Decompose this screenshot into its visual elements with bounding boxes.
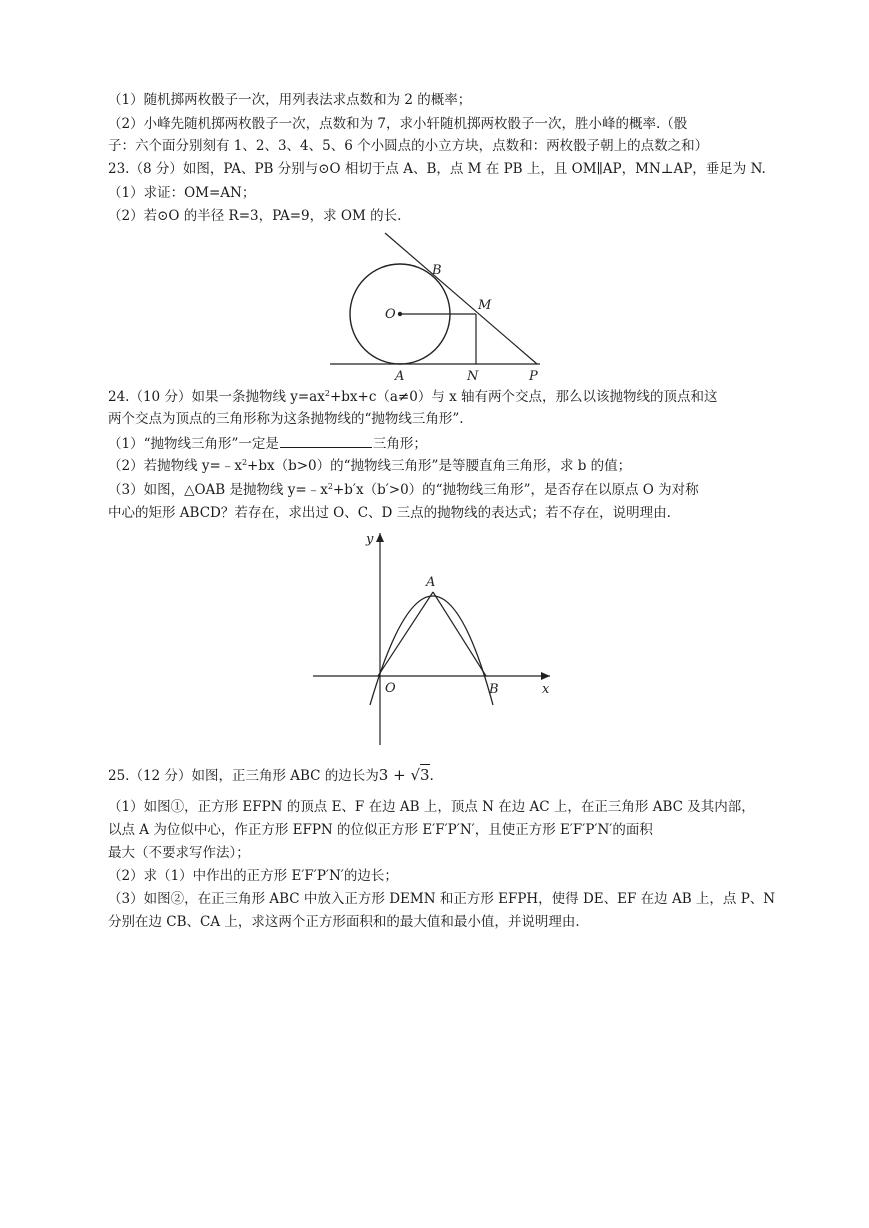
- label-o: O: [385, 307, 396, 322]
- label-y: y: [366, 532, 374, 547]
- q24-part3-line1: （3）如图，△OAB 是抛物线 $y=﹣x^2+b'x(b'>0)$的“抛物线三角形”，是否存在以原点 O 为对称: [108, 482, 699, 498]
- q22-part1: （1）随机掷两枚骰子一次，用列表法求点数和为 2 的概率；: [108, 92, 472, 108]
- q25-part1-line2: 以点 A 为位似中心，作正方形 EFPN 的位似正方形 E′F′P′N′，且使正方形 E′F′P′N′的面积: [108, 822, 653, 838]
- sqrt-symbol: √: [410, 766, 420, 784]
- q24-stem-line1: 24.（10 分）如果一条抛物线 $y=ax^2+bx+c(a\ne 0)$与 x 轴有两个交点，那么以该抛物线的顶点和这: [108, 389, 718, 405]
- segment-ab: [433, 592, 486, 676]
- q23-figure: [325, 228, 555, 392]
- label-b: B: [489, 682, 499, 697]
- q22-part2-line1: （2）小峰先随机掷两枚骰子一次，点数和为 7，求小轩随机掷两枚骰子一次，胜小峰的概率.（骰: [108, 116, 688, 132]
- q25-part1-line1: （1）如图①，正方形 EFPN 的顶点 E、F 在边 AB 上，顶点 N 在边 AC 上，在正三角形 ABC 及其内部，: [108, 799, 755, 815]
- q25-stem: 25.（12 分）如图，正三角形 ABC 的边长为3 + √3.: [108, 766, 434, 784]
- answer-blank: [280, 433, 372, 448]
- label-a: A: [395, 369, 405, 384]
- q24-part2: （2）若抛物线 $y=﹣x^2+bx(b>0)$的“抛物线三角形”是等腰直角三角形，求 b 的值；: [108, 458, 632, 474]
- q25-part1-line3: 最大（不要求写作法）；: [108, 845, 250, 861]
- y-axis-arrow: [376, 533, 384, 542]
- side-length-formula: 3 + √3: [378, 766, 430, 784]
- x-axis-arrow: [541, 672, 550, 680]
- label-b: B: [432, 263, 442, 278]
- label-p: P: [529, 369, 538, 384]
- segment-oa: [378, 592, 433, 676]
- q22-part2-line2: 子：六个面分别刻有 1、2、3、4、5、6 个小圆点的小立方块，点数和：两枚骰子朝上的点数之和）: [108, 138, 709, 154]
- label-o: O: [385, 681, 396, 696]
- label-x: x: [542, 682, 550, 697]
- q23-part2: （2）若⊙O 的半径 R=3，PA=9，求 OM 的长.: [108, 208, 402, 224]
- q24-stem-line2: 两个交点为顶点的三角形称为这条抛物线的“抛物线三角形”.: [108, 411, 464, 427]
- tangent-pb: [385, 233, 537, 364]
- q25-part2: （2）求（1）中作出的正方形 E′F′P′N′的边长；: [108, 868, 398, 884]
- label-a: A: [426, 575, 436, 590]
- q25-part3-line2: 分别在边 CB、CA 上，求这两个正方形面积和的最大值和最小值，并说明理由.: [108, 914, 580, 930]
- point-o: [398, 312, 402, 316]
- q23-stem: 23.（8 分）如图，PA、PB 分别与⊙O 相切于点 A、B，点 M 在 PB 上，且 OM∥AP，MN⊥AP，垂足为 N.: [108, 161, 766, 177]
- label-n: N: [467, 369, 479, 384]
- q24-part3-line2: 中心的矩形 ABCD？若存在，求出过 O、C、D 三点的抛物线的表达式；若不存在，说明理由.: [108, 505, 671, 521]
- q23-part1: （1）求证：OM=AN；: [108, 185, 256, 201]
- label-m: M: [478, 298, 492, 313]
- q24-figure: [305, 525, 565, 754]
- q25-part3-line1: （3）如图②，在正三角形 ABC 中放入正方形 DEMN 和正方形 EFPH，使得 DE、EF 在边 AB 上，点 P、N: [108, 891, 776, 907]
- q24-part1: （1）“抛物线三角形”一定是 三角形；: [108, 433, 427, 454]
